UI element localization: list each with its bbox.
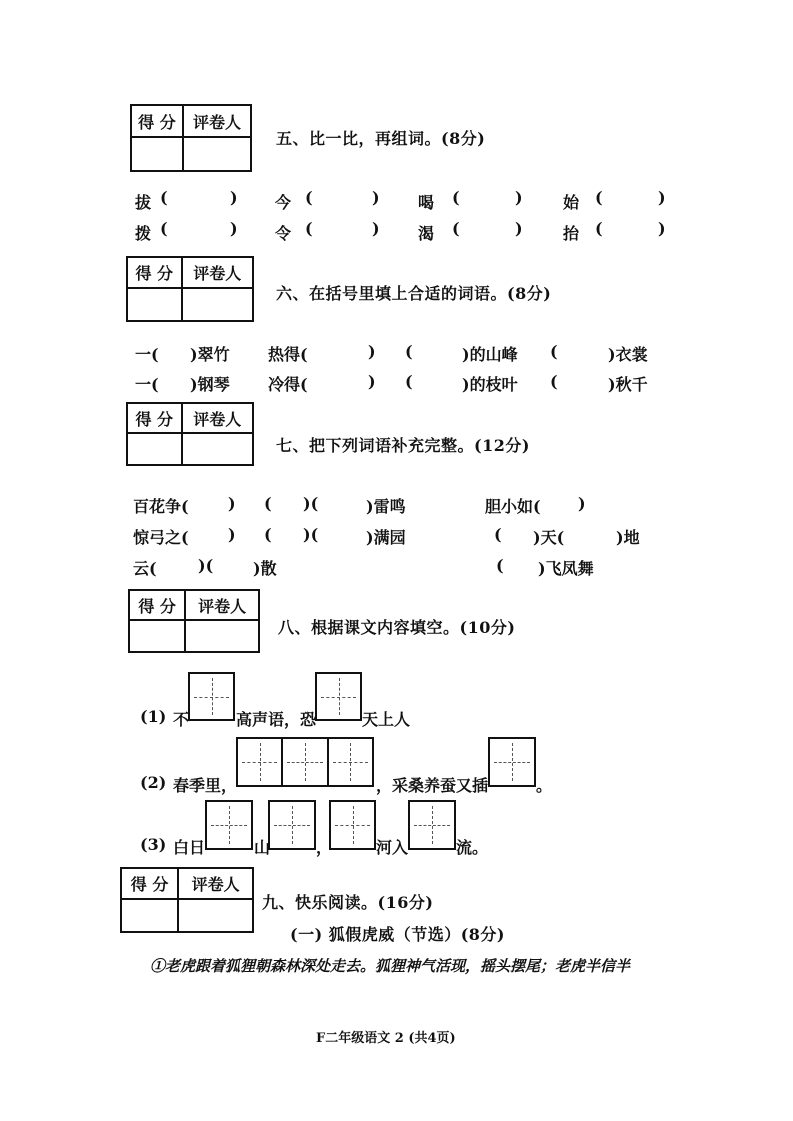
phrase-part: )地 [616, 528, 640, 547]
writing-cell[interactable] [331, 802, 374, 848]
score-box-section7 [126, 402, 254, 466]
phrase-part: )散 [253, 559, 277, 578]
grader-label: 评卷人 [184, 106, 250, 138]
phrase-part: 云( [133, 559, 157, 578]
open-paren: ( [595, 188, 603, 207]
grader-label: 评卷人 [183, 404, 252, 434]
phrase-part: )满园 [366, 528, 406, 547]
poem-text: 河入 [376, 838, 409, 857]
writing-box[interactable] [268, 800, 316, 850]
answer-blank[interactable]: ) [230, 219, 238, 238]
writing-cell[interactable] [270, 802, 314, 848]
writing-cell[interactable] [410, 802, 454, 848]
phrase-part: ( [264, 525, 272, 544]
phrase-part: ( [496, 556, 504, 575]
item-number: (3) [140, 835, 167, 854]
char: 始 [563, 193, 580, 212]
score-box-section9 [120, 867, 254, 933]
char: 今 [275, 193, 292, 212]
open-paren: ( [305, 188, 313, 207]
writing-box[interactable] [205, 800, 253, 850]
phrase-part: )的山峰 [462, 345, 518, 364]
section7-title: 七、把下列词语补充完整。(12分) [276, 436, 530, 455]
score-cell[interactable] [122, 900, 179, 931]
poem-text: 春季里， [173, 776, 238, 795]
char: 拔 [135, 193, 152, 212]
item-number: (1) [140, 707, 167, 726]
phrase-part: ) [228, 494, 236, 513]
score-box-section8 [128, 589, 260, 653]
section9-title: 九、快乐阅读。(16分) [262, 893, 434, 912]
phrase-part: 百花争( [133, 497, 189, 516]
phrase-part: ( [494, 525, 502, 544]
char: 渴 [418, 224, 435, 243]
grader-cell[interactable] [183, 434, 252, 464]
grader-cell[interactable] [186, 621, 258, 651]
phrase-part: ( [550, 342, 558, 361]
phrase-part: )的枝叶 [462, 375, 518, 394]
phrase-part: )翠竹 [190, 345, 230, 364]
answer-blank[interactable]: ) [658, 219, 666, 238]
score-label: 得 分 [128, 258, 183, 289]
phrase-part: ( [405, 342, 413, 361]
phrase-part: 惊弓之( [133, 528, 189, 547]
score-box-section5 [130, 104, 252, 172]
answer-blank[interactable]: ) [515, 188, 523, 207]
writing-cell[interactable] [238, 739, 283, 785]
phrase-part: 一( [135, 375, 159, 394]
grader-cell[interactable] [183, 289, 252, 320]
writing-box[interactable] [315, 672, 362, 721]
char: 令 [275, 224, 292, 243]
phrase-part: 胆小如( [485, 497, 541, 516]
answer-blank[interactable]: ) [658, 188, 666, 207]
reading-passage: ①老虎跟着狐狸朝森林深处走去。狐狸神气活现，摇头摆尾；老虎半信半 [150, 957, 631, 975]
phrase-part: )钢琴 [190, 375, 230, 394]
phrase-part: ) [578, 494, 586, 513]
poem-text: 高声语，恐 [236, 710, 317, 729]
writing-box[interactable] [188, 672, 235, 721]
phrase-part: ( [264, 494, 272, 513]
phrase-part: 热得( [268, 345, 308, 364]
score-box-section6 [126, 256, 254, 322]
open-paren: ( [452, 188, 460, 207]
poem-text: 天上人 [362, 710, 411, 729]
phrase-part: ) [368, 342, 376, 361]
answer-blank[interactable]: ) [515, 219, 523, 238]
phrase-part: )飞凤舞 [538, 559, 594, 578]
poem-text: 山 [254, 838, 271, 857]
writing-box[interactable] [408, 800, 456, 850]
phrase-part: )秋千 [608, 375, 648, 394]
phrase-part: ) [368, 372, 376, 391]
phrase-part: )( [303, 494, 319, 513]
writing-cell[interactable] [329, 739, 372, 785]
score-cell[interactable] [128, 289, 183, 320]
poem-text: 。 [536, 776, 553, 795]
answer-blank[interactable]: ) [372, 219, 380, 238]
writing-cell[interactable] [490, 739, 534, 785]
grader-label: 评卷人 [183, 258, 252, 289]
poem-text: 白日 [173, 838, 206, 857]
char: 抬 [563, 224, 580, 243]
section8-title: 八、根据课文内容填空。(10分) [278, 618, 516, 637]
phrase-part: 冷得( [268, 375, 308, 394]
open-paren: ( [595, 219, 603, 238]
score-label: 得 分 [130, 591, 186, 621]
writing-box[interactable] [329, 800, 376, 850]
section6-title: 六、在括号里填上合适的词语。(8分) [276, 284, 552, 303]
phrase-part: ( [550, 372, 558, 391]
open-paren: ( [160, 219, 168, 238]
score-label: 得 分 [128, 404, 183, 434]
phrase-part: )天( [533, 528, 565, 547]
poem-text: ， [316, 838, 333, 857]
answer-blank[interactable]: ) [372, 188, 380, 207]
char: 喝 [418, 193, 435, 212]
poem-text: ，采桑养蚕又插 [376, 776, 489, 795]
writing-cell[interactable] [190, 674, 233, 719]
open-paren: ( [452, 219, 460, 238]
writing-box-3[interactable] [236, 737, 374, 787]
section5-title: 五、比一比，再组词。(8分) [276, 129, 486, 148]
score-cell[interactable] [132, 138, 184, 170]
open-paren: ( [305, 219, 313, 238]
phrase-part: )衣裳 [608, 345, 648, 364]
grader-cell[interactable] [179, 900, 252, 931]
char: 拨 [135, 224, 152, 243]
grader-label: 评卷人 [179, 869, 252, 900]
open-paren: ( [160, 188, 168, 207]
poem-text: 流。 [456, 838, 489, 857]
page-footer: F二年级语文 2 (共4页) [316, 1031, 456, 1046]
writing-cell[interactable] [283, 739, 328, 785]
phrase-part: ) [228, 525, 236, 544]
item-number: (2) [140, 773, 167, 792]
writing-box[interactable] [488, 737, 536, 787]
grader-cell[interactable] [184, 138, 250, 170]
score-cell[interactable] [128, 434, 183, 464]
answer-blank[interactable]: ) [230, 188, 238, 207]
writing-cell[interactable] [317, 674, 360, 719]
score-label: 得 分 [132, 106, 184, 138]
writing-cell[interactable] [207, 802, 251, 848]
reading-subtitle: (一) 狐假虎威（节选）(8分) [290, 925, 505, 944]
poem-text: 不 [173, 710, 190, 729]
phrase-part: )( [303, 525, 319, 544]
phrase-part: )雷鸣 [366, 497, 406, 516]
score-label: 得 分 [122, 869, 179, 900]
phrase-part: 一( [135, 345, 159, 364]
phrase-part: )( [198, 556, 214, 575]
score-cell[interactable] [130, 621, 186, 651]
grader-label: 评卷人 [186, 591, 258, 621]
phrase-part: ( [405, 372, 413, 391]
